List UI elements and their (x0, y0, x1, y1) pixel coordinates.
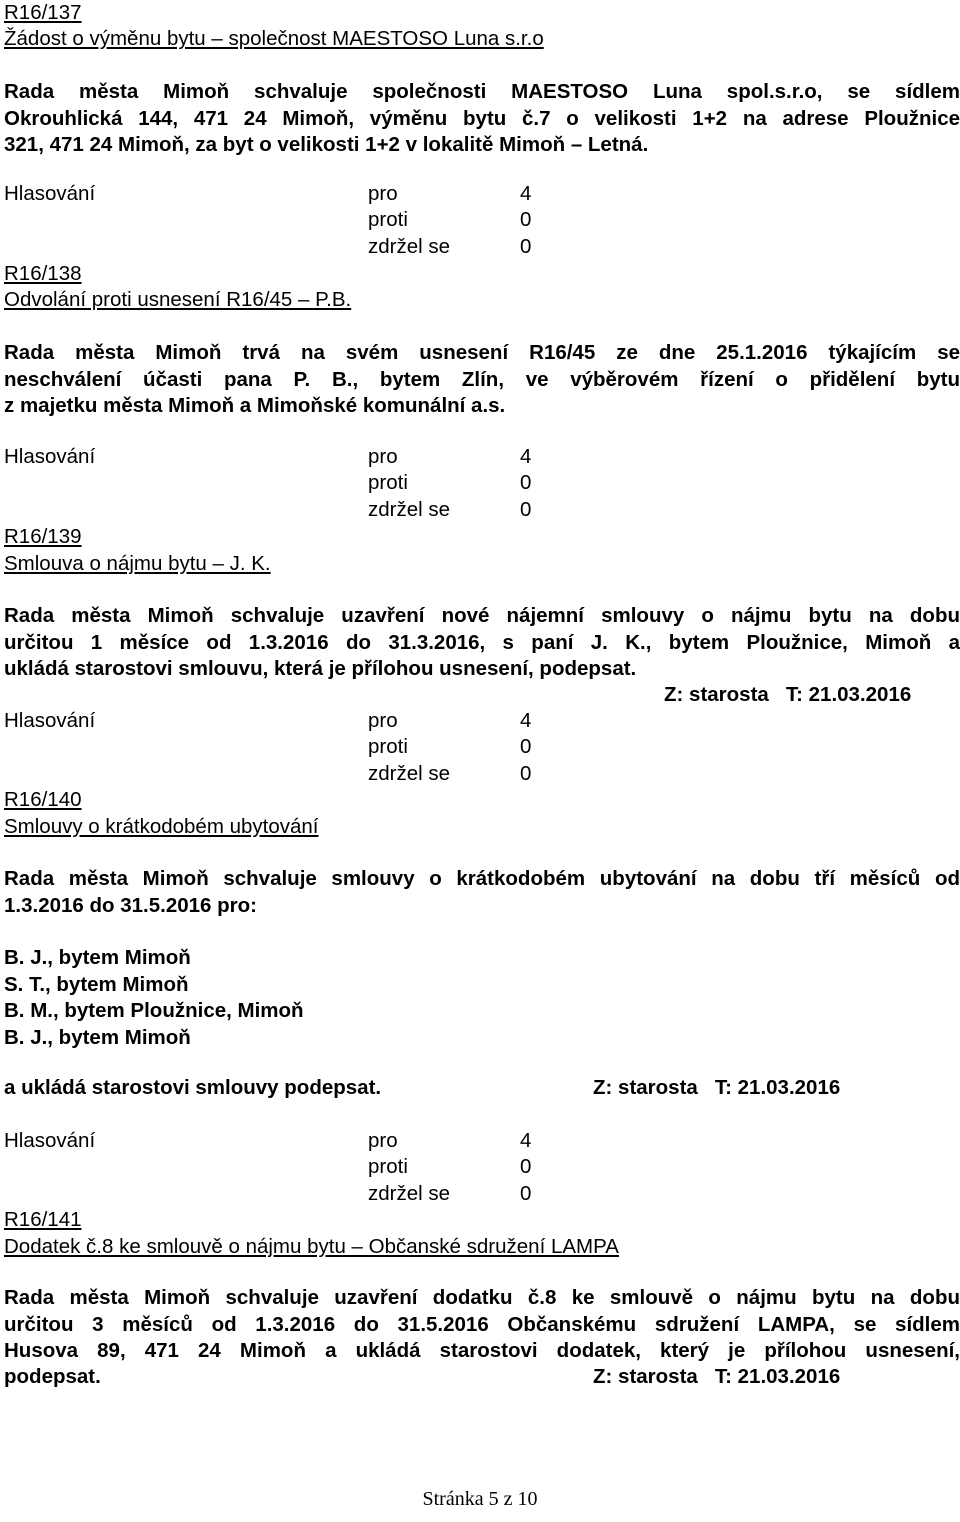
voting-block (4, 1128, 604, 1208)
vote-proti-label: proti (368, 1155, 408, 1178)
vote-proti (368, 734, 532, 761)
vote-proti (368, 1154, 532, 1181)
voting-block (4, 181, 604, 261)
item-title: Odvolání proti usnesení R16/45 – P.B. (4, 288, 352, 311)
vote-proti (368, 470, 532, 497)
list-item: S. T., bytem Mimoň (4, 972, 189, 996)
resolution-line: Rada města Mimoň schvaluje společnosti MAESTOSO Luna spol.s.r.o, se sídlem (4, 80, 960, 103)
resolution-line: neschválení účasti pana P. B., bytem Zlín, ve výběrovém řízení o přidělení bytu (4, 367, 960, 391)
resolution-line: ukládá starostovi smlouvu, která je přílohou usnesení, podepsat. (4, 657, 637, 680)
item-number: R16/139 (4, 525, 82, 548)
vote-zdrzel-label: zdržel se (368, 498, 451, 521)
vote-zdrzel-value: 0 (520, 762, 532, 785)
item-title: Dodatek č.8 ke smlouvě o nájmu bytu – Občanské sdružení LAMPA (4, 1235, 619, 1258)
resolution-line: Husova 89, 471 24 Mimoň a ukládá starostovi dodatek, který je přílohou usnesení, (4, 1339, 960, 1362)
vote-proti (368, 207, 532, 234)
vote-pro (368, 181, 532, 208)
vote-pro-value: 4 (520, 445, 532, 468)
vote-pro (368, 708, 532, 735)
vote-zdrzel (368, 1181, 532, 1208)
vote-pro-label: pro (368, 1129, 398, 1152)
voting-label: Hlasování (4, 182, 96, 205)
item-number: R16/137 (4, 1, 82, 24)
resolution-line: určitou 3 měsíců od 1.3.2016 do 31.5.2016 Občanskému sdružení LAMPA, se sídlem (4, 1312, 960, 1336)
vote-pro-value: 4 (520, 1129, 532, 1152)
list-item: B. J., bytem Mimoň (4, 1025, 191, 1049)
vote-proti-label: proti (368, 208, 408, 231)
vote-proti-value: 0 (520, 471, 532, 494)
vote-zdrzel (368, 497, 532, 524)
item-title: Smlouva o nájmu bytu – J. K. (4, 552, 271, 575)
vote-zdrzel-label: zdržel se (368, 762, 451, 785)
list-item: B. J., bytem Mimoň (4, 946, 191, 969)
assignment: Z: starosta T: 21.03.2016 (593, 1076, 841, 1099)
resolution-text (4, 603, 960, 683)
vote-zdrzel-value: 0 (520, 1182, 532, 1205)
vote-pro (368, 1128, 532, 1155)
resolution-line: Okrouhlická 144, 471 24 Mimoň, výměnu bytu č.7 o velikosti 1+2 na adrese Ploužnice (4, 106, 960, 130)
resolution-line: 321, 471 24 Mimoň, za byt o velikosti 1+2 v lokalitě Mimoň – Letná. (4, 133, 649, 156)
vote-zdrzel-label: zdržel se (368, 1182, 451, 1205)
vote-proti-label: proti (368, 735, 408, 758)
item-number: R16/141 (4, 1208, 82, 1231)
vote-pro-label: pro (368, 709, 398, 732)
voting-label: Hlasování (4, 1129, 96, 1152)
vote-proti-value: 0 (520, 1155, 532, 1178)
vote-pro-value: 4 (520, 182, 532, 205)
resolution-text (4, 79, 960, 159)
resolution-line: Rada města Mimoň schvaluje smlouvy o krátkodobém ubytování na dobu tří měsíců od (4, 867, 960, 890)
voting-label: Hlasování (4, 445, 96, 468)
vote-zdrzel-value: 0 (520, 498, 532, 521)
resolution-text (4, 1285, 960, 1365)
item-title: Žádost o výměnu bytu – společnost MAESTOSO Luna s.r.o (4, 27, 544, 50)
item-number: R16/138 (4, 262, 82, 285)
vote-pro-label: pro (368, 182, 398, 205)
resolution-line: určitou 1 měsíce od 1.3.2016 do 31.3.2016, s paní J. K., bytem Ploužnice, Mimoň a (4, 630, 960, 654)
vote-zdrzel-value: 0 (520, 235, 532, 258)
voting-label: Hlasování (4, 709, 96, 732)
voting-block (4, 444, 604, 524)
vote-pro-label: pro (368, 445, 398, 468)
vote-proti-label: proti (368, 471, 408, 494)
resolution-tail: a ukládá starostovi smlouvy podepsat. (4, 1076, 382, 1099)
vote-proti-value: 0 (520, 735, 532, 758)
vote-pro (368, 444, 532, 471)
resolution-line: Rada města Mimoň schvaluje uzavření nové nájemní smlouvy o nájmu bytu na dobu (4, 604, 960, 627)
vote-zdrzel (368, 234, 532, 261)
vote-zdrzel (368, 761, 532, 788)
resolution-line: podepsat. (4, 1365, 101, 1388)
item-number: R16/140 (4, 788, 82, 811)
resolution-line: 1.3.2016 do 31.5.2016 pro: (4, 893, 257, 917)
resolution-line: Rada města Mimoň schvaluje uzavření dodatku č.8 ke smlouvě o nájmu bytu na dobu (4, 1286, 960, 1309)
assignment: Z: starosta T: 21.03.2016 (664, 683, 912, 706)
resolution-text (4, 866, 960, 919)
voting-block (4, 708, 604, 788)
list-item: B. M., bytem Ploužnice, Mimoň (4, 999, 304, 1022)
item-title: Smlouvy o krátkodobém ubytování (4, 815, 319, 838)
vote-proti-value: 0 (520, 208, 532, 231)
assignment: Z: starosta T: 21.03.2016 (593, 1365, 841, 1388)
resolution-line: Rada města Mimoň trvá na svém usnesení R16/45 ze dne 25.1.2016 týkajícím se (4, 341, 960, 364)
vote-zdrzel-label: zdržel se (368, 235, 451, 258)
resolution-text (4, 340, 960, 420)
vote-pro-value: 4 (520, 709, 532, 732)
resolution-line: z majetku města Mimoň a Mimoňské komunální a.s. (4, 394, 506, 417)
page-footer: Stránka 5 z 10 (422, 1488, 538, 1510)
person-list (4, 945, 304, 1051)
